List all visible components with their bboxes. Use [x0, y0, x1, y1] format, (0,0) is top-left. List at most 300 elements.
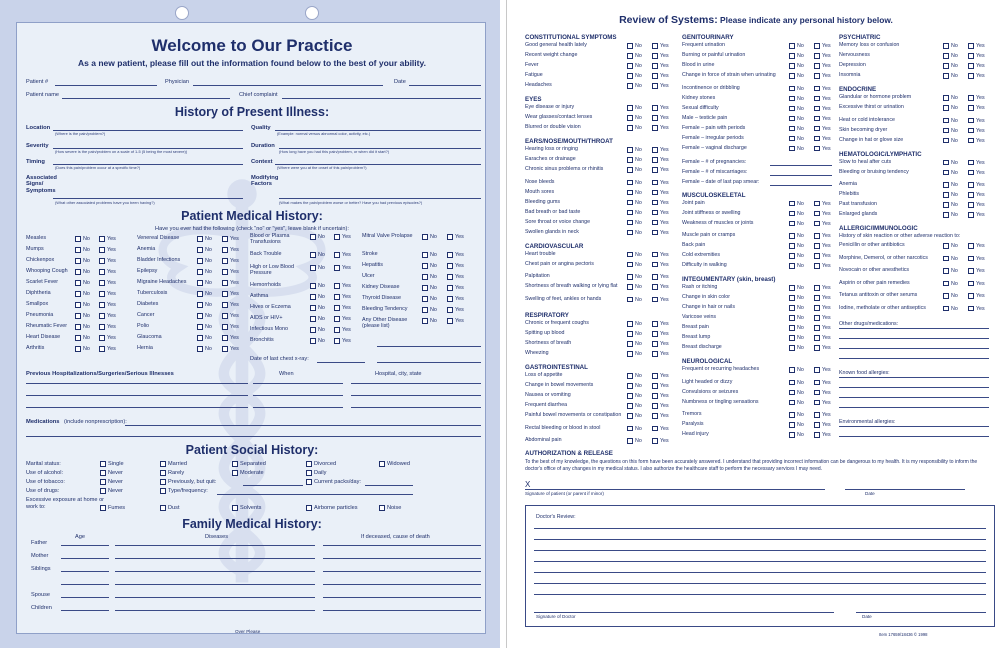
ros-yes-checkbox[interactable]: Yes [652, 83, 669, 89]
pmh-no-checkbox[interactable]: No [75, 236, 90, 243]
ros-no-checkbox[interactable]: No [943, 170, 958, 176]
ros-yes-checkbox[interactable]: Yes [814, 422, 831, 428]
ros-no-checkbox[interactable]: No [627, 413, 642, 419]
allergy-entry-line[interactable] [839, 407, 989, 408]
ros-yes-checkbox[interactable]: Yes [652, 157, 669, 163]
pmh-no-checkbox[interactable]: No [422, 234, 437, 241]
pmh-no-checkbox[interactable]: No [75, 269, 90, 276]
pmh-no-checkbox[interactable]: No [310, 283, 325, 290]
ros-no-checkbox[interactable]: No [943, 182, 958, 188]
allergy-entry-line[interactable] [839, 387, 989, 388]
ros-no-checkbox[interactable]: No [627, 147, 642, 153]
pmh-no-checkbox[interactable]: No [422, 307, 437, 314]
ros-no-checkbox[interactable]: No [789, 73, 804, 79]
pmh-yes-checkbox[interactable]: Yes [222, 236, 239, 243]
ros-yes-checkbox[interactable]: Yes [652, 63, 669, 69]
ros-no-checkbox[interactable]: No [627, 438, 642, 444]
pmh-no-checkbox[interactable]: No [75, 247, 90, 254]
current-packs-option[interactable]: Current packs/day: [306, 479, 361, 485]
ros-no-checkbox[interactable]: No [627, 373, 642, 379]
ros-no-checkbox[interactable]: No [789, 295, 804, 301]
fmh-entry-line[interactable] [115, 584, 315, 585]
ros-no-checkbox[interactable]: No [789, 335, 804, 341]
noise-option[interactable]: Noise [379, 505, 401, 511]
hosp-entry-line[interactable] [351, 407, 481, 408]
fmh-entry-line[interactable] [323, 545, 481, 546]
ros-yes-checkbox[interactable]: Yes [652, 383, 669, 389]
ros-no-checkbox[interactable]: No [943, 306, 958, 312]
ros-no-checkbox[interactable]: No [627, 321, 642, 327]
current-packs-field[interactable] [365, 485, 413, 486]
ros-yes-checkbox[interactable]: Yes [814, 63, 831, 69]
ros-yes-checkbox[interactable]: Yes [968, 73, 985, 79]
fmh-entry-line[interactable] [61, 571, 109, 572]
ros-yes-checkbox[interactable]: Yes [968, 192, 985, 198]
pmh-no-checkbox[interactable]: No [422, 252, 437, 259]
ros-no-checkbox[interactable]: No [789, 243, 804, 249]
chief-complaint-field[interactable] [282, 98, 481, 99]
ros-yes-checkbox[interactable]: Yes [652, 180, 669, 186]
pmh-no-checkbox[interactable]: No [310, 338, 325, 345]
pmh-yes-checkbox[interactable]: Yes [99, 302, 116, 309]
fmh-entry-line[interactable] [115, 558, 315, 559]
doctor-review-line[interactable] [534, 539, 986, 540]
pmh-yes-checkbox[interactable]: Yes [222, 324, 239, 331]
hosp-entry-line[interactable] [253, 383, 343, 384]
ros-no-checkbox[interactable]: No [943, 63, 958, 69]
ros-no-checkbox[interactable]: No [789, 315, 804, 321]
ros-yes-checkbox[interactable]: Yes [968, 212, 985, 218]
pmh-yes-checkbox[interactable]: Yes [99, 269, 116, 276]
ros-no-checkbox[interactable]: No [789, 221, 804, 227]
pmh-yes-checkbox[interactable]: Yes [222, 247, 239, 254]
ros-text-field-line[interactable] [770, 185, 832, 186]
ros-yes-checkbox[interactable]: Yes [814, 136, 831, 142]
ros-yes-checkbox[interactable]: Yes [652, 43, 669, 49]
ros-yes-checkbox[interactable]: Yes [652, 190, 669, 196]
ros-yes-checkbox[interactable]: Yes [814, 96, 831, 102]
ros-no-checkbox[interactable]: No [627, 297, 642, 303]
tobacco-never-option[interactable]: Never [100, 479, 123, 485]
ros-text-field-line[interactable] [770, 165, 832, 166]
ros-no-checkbox[interactable]: No [627, 83, 642, 89]
ros-yes-checkbox[interactable]: Yes [968, 293, 985, 299]
ros-yes-checkbox[interactable]: Yes [968, 268, 985, 274]
ros-no-checkbox[interactable]: No [943, 73, 958, 79]
allergy-entry-line[interactable] [839, 436, 989, 437]
ros-no-checkbox[interactable]: No [627, 63, 642, 69]
allergy-entry-line[interactable] [839, 338, 989, 339]
ros-no-checkbox[interactable]: No [943, 128, 958, 134]
ros-yes-checkbox[interactable]: Yes [968, 43, 985, 49]
rarely-option[interactable]: Rarely [160, 470, 184, 476]
ros-yes-checkbox[interactable]: Yes [652, 262, 669, 268]
doctor-review-line[interactable] [534, 528, 986, 529]
ros-no-checkbox[interactable]: No [943, 243, 958, 249]
pmh-no-checkbox[interactable]: No [75, 302, 90, 309]
ros-yes-checkbox[interactable]: Yes [968, 243, 985, 249]
ros-yes-checkbox[interactable]: Yes [652, 200, 669, 206]
pmh-yes-checkbox[interactable]: Yes [99, 280, 116, 287]
ros-no-checkbox[interactable]: No [627, 53, 642, 59]
hosp-entry-line[interactable] [351, 395, 481, 396]
ros-yes-checkbox[interactable]: Yes [814, 243, 831, 249]
pmh-yes-checkbox[interactable]: Yes [334, 338, 351, 345]
ros-yes-checkbox[interactable]: Yes [968, 138, 985, 144]
ros-no-checkbox[interactable]: No [789, 400, 804, 406]
ros-yes-checkbox[interactable]: Yes [652, 210, 669, 216]
patient-signature-field[interactable] [525, 489, 825, 490]
ros-yes-checkbox[interactable]: Yes [652, 284, 669, 290]
fmh-entry-line[interactable] [323, 597, 481, 598]
ros-yes-checkbox[interactable]: Yes [652, 167, 669, 173]
ros-no-checkbox[interactable]: No [789, 263, 804, 269]
ros-no-checkbox[interactable]: No [943, 118, 958, 124]
pmh-yes-checkbox[interactable]: Yes [222, 346, 239, 353]
pmh-yes-checkbox[interactable]: Yes [334, 327, 351, 334]
ros-no-checkbox[interactable]: No [789, 305, 804, 311]
doctor-review-line[interactable] [534, 594, 986, 595]
pmh-yes-checkbox[interactable]: Yes [447, 307, 464, 314]
ros-no-checkbox[interactable]: No [789, 412, 804, 418]
ros-no-checkbox[interactable]: No [789, 136, 804, 142]
fmh-entry-line[interactable] [323, 584, 481, 585]
pmh-yes-checkbox[interactable]: Yes [222, 335, 239, 342]
ros-yes-checkbox[interactable]: Yes [814, 233, 831, 239]
married-option[interactable]: Married [160, 461, 187, 467]
ros-no-checkbox[interactable]: No [627, 284, 642, 290]
pmh-no-checkbox[interactable]: No [197, 324, 212, 331]
ros-no-checkbox[interactable]: No [789, 285, 804, 291]
ros-yes-checkbox[interactable]: Yes [814, 335, 831, 341]
ros-yes-checkbox[interactable]: Yes [814, 325, 831, 331]
pmh-yes-checkbox[interactable]: Yes [99, 247, 116, 254]
ros-yes-checkbox[interactable]: Yes [652, 331, 669, 337]
fmh-entry-line[interactable] [61, 558, 109, 559]
ros-yes-checkbox[interactable]: Yes [814, 305, 831, 311]
type-freq-option[interactable]: Type/frequency: [160, 488, 208, 494]
pmh-no-checkbox[interactable]: No [75, 346, 90, 353]
ros-yes-checkbox[interactable]: Yes [814, 263, 831, 269]
pmh-no-checkbox[interactable]: No [197, 258, 212, 265]
pmh-no-checkbox[interactable]: No [422, 285, 437, 292]
pmh-yes-checkbox[interactable]: Yes [447, 285, 464, 292]
fmh-entry-line[interactable] [61, 610, 109, 611]
pmh-no-checkbox[interactable]: No [310, 316, 325, 323]
fmh-entry-line[interactable] [115, 545, 315, 546]
ros-no-checkbox[interactable]: No [789, 380, 804, 386]
allergy-entry-line[interactable] [839, 377, 989, 378]
fmh-entry-line[interactable] [323, 571, 481, 572]
fmh-entry-line[interactable] [323, 610, 481, 611]
hosp-entry-line[interactable] [26, 407, 248, 408]
ros-no-checkbox[interactable]: No [789, 116, 804, 122]
ros-yes-checkbox[interactable]: Yes [814, 86, 831, 92]
ros-no-checkbox[interactable]: No [627, 383, 642, 389]
ros-no-checkbox[interactable]: No [627, 274, 642, 280]
airborne-option[interactable]: Airborne particles [306, 505, 358, 511]
other-disease-line[interactable] [377, 346, 481, 347]
ros-yes-checkbox[interactable]: Yes [652, 115, 669, 121]
pmh-no-checkbox[interactable]: No [310, 234, 325, 241]
last-xray-field[interactable] [317, 362, 365, 363]
ros-yes-checkbox[interactable]: Yes [652, 321, 669, 327]
ros-no-checkbox[interactable]: No [943, 293, 958, 299]
pmh-yes-checkbox[interactable]: Yes [447, 252, 464, 259]
pmh-no-checkbox[interactable]: No [310, 305, 325, 312]
ros-yes-checkbox[interactable]: Yes [814, 126, 831, 132]
ros-yes-checkbox[interactable]: Yes [814, 285, 831, 291]
pmh-no-checkbox[interactable]: No [422, 274, 437, 281]
ros-yes-checkbox[interactable]: Yes [652, 341, 669, 347]
pmh-yes-checkbox[interactable]: Yes [222, 269, 239, 276]
patient-date-field[interactable] [845, 489, 965, 490]
ros-no-checkbox[interactable]: No [627, 220, 642, 226]
pmh-no-checkbox[interactable]: No [310, 294, 325, 301]
date-field[interactable] [409, 85, 481, 86]
ros-yes-checkbox[interactable]: Yes [652, 73, 669, 79]
ros-yes-checkbox[interactable]: Yes [652, 220, 669, 226]
ros-yes-checkbox[interactable]: Yes [814, 106, 831, 112]
ros-no-checkbox[interactable]: No [789, 432, 804, 438]
ros-no-checkbox[interactable]: No [627, 157, 642, 163]
pmh-no-checkbox[interactable]: No [422, 318, 437, 325]
pmh-no-checkbox[interactable]: No [197, 335, 212, 342]
pmh-no-checkbox[interactable]: No [310, 252, 325, 259]
ros-yes-checkbox[interactable]: Yes [968, 118, 985, 124]
ros-yes-checkbox[interactable]: Yes [652, 413, 669, 419]
pmh-yes-checkbox[interactable]: Yes [99, 258, 116, 265]
ros-yes-checkbox[interactable]: Yes [814, 295, 831, 301]
pmh-yes-checkbox[interactable]: Yes [334, 234, 351, 241]
doctor-review-line[interactable] [534, 583, 986, 584]
patient-name-field[interactable] [62, 98, 230, 99]
ros-yes-checkbox[interactable]: Yes [968, 105, 985, 111]
ros-yes-checkbox[interactable]: Yes [968, 202, 985, 208]
doctor-review-line[interactable] [534, 572, 986, 573]
pmh-yes-checkbox[interactable]: Yes [222, 258, 239, 265]
hosp-entry-line[interactable] [253, 407, 343, 408]
ros-yes-checkbox[interactable]: Yes [652, 230, 669, 236]
ros-yes-checkbox[interactable]: Yes [968, 170, 985, 176]
fmh-entry-line[interactable] [61, 584, 109, 585]
doctor-date-field[interactable] [856, 612, 986, 613]
pmh-no-checkbox[interactable]: No [422, 263, 437, 270]
pmh-yes-checkbox[interactable]: Yes [99, 291, 116, 298]
fmh-entry-line[interactable] [115, 571, 315, 572]
pmh-no-checkbox[interactable]: No [75, 258, 90, 265]
ros-no-checkbox[interactable]: No [789, 390, 804, 396]
ros-no-checkbox[interactable]: No [943, 95, 958, 101]
pmh-yes-checkbox[interactable]: Yes [447, 318, 464, 325]
pmh-yes-checkbox[interactable]: Yes [447, 274, 464, 281]
pmh-yes-checkbox[interactable]: Yes [447, 263, 464, 270]
pmh-yes-checkbox[interactable]: Yes [334, 316, 351, 323]
ros-no-checkbox[interactable]: No [789, 106, 804, 112]
ros-yes-checkbox[interactable]: Yes [814, 432, 831, 438]
ros-no-checkbox[interactable]: No [627, 105, 642, 111]
ros-yes-checkbox[interactable]: Yes [814, 412, 831, 418]
ros-yes-checkbox[interactable]: Yes [814, 315, 831, 321]
pmh-no-checkbox[interactable]: No [197, 280, 212, 287]
ros-yes-checkbox[interactable]: Yes [814, 43, 831, 49]
alcohol-never-option[interactable]: Never [100, 470, 123, 476]
fmh-entry-line[interactable] [323, 558, 481, 559]
fumes-option[interactable]: Fumes [100, 505, 125, 511]
type-freq-field[interactable] [217, 494, 413, 495]
ros-no-checkbox[interactable]: No [789, 201, 804, 207]
pmh-yes-checkbox[interactable]: Yes [222, 291, 239, 298]
allergy-entry-line[interactable] [839, 328, 989, 329]
ros-no-checkbox[interactable]: No [789, 96, 804, 102]
ros-no-checkbox[interactable]: No [789, 422, 804, 428]
prev-quit-option[interactable]: Previously, but quit: [160, 479, 216, 485]
pmh-yes-checkbox[interactable]: Yes [99, 335, 116, 342]
ros-no-checkbox[interactable]: No [789, 233, 804, 239]
pmh-yes-checkbox[interactable]: Yes [334, 283, 351, 290]
fmh-entry-line[interactable] [115, 610, 315, 611]
ros-no-checkbox[interactable]: No [627, 262, 642, 268]
ros-no-checkbox[interactable]: No [789, 345, 804, 351]
ros-no-checkbox[interactable]: No [627, 393, 642, 399]
pmh-no-checkbox[interactable]: No [75, 324, 90, 331]
solvents-option[interactable]: Solvents [232, 505, 261, 511]
ros-no-checkbox[interactable]: No [943, 281, 958, 287]
ros-yes-checkbox[interactable]: Yes [814, 146, 831, 152]
ros-no-checkbox[interactable]: No [789, 253, 804, 259]
ros-no-checkbox[interactable]: No [627, 230, 642, 236]
ros-no-checkbox[interactable]: No [943, 256, 958, 262]
ros-yes-checkbox[interactable]: Yes [968, 53, 985, 59]
ros-no-checkbox[interactable]: No [943, 43, 958, 49]
assoc-field[interactable] [53, 198, 243, 199]
ros-yes-checkbox[interactable]: Yes [968, 128, 985, 134]
ros-yes-checkbox[interactable]: Yes [814, 201, 831, 207]
ros-yes-checkbox[interactable]: Yes [968, 182, 985, 188]
hosp-entry-line[interactable] [253, 395, 343, 396]
ros-yes-checkbox[interactable]: Yes [652, 105, 669, 111]
ros-yes-checkbox[interactable]: Yes [652, 125, 669, 131]
modifying-field[interactable] [279, 198, 481, 199]
ros-yes-checkbox[interactable]: Yes [652, 53, 669, 59]
allergy-entry-line[interactable] [839, 358, 989, 359]
ros-no-checkbox[interactable]: No [627, 200, 642, 206]
physician-field[interactable] [193, 85, 383, 86]
pmh-yes-checkbox[interactable]: Yes [99, 346, 116, 353]
ros-yes-checkbox[interactable]: Yes [968, 63, 985, 69]
ros-no-checkbox[interactable]: No [789, 86, 804, 92]
pmh-no-checkbox[interactable]: No [75, 280, 90, 287]
pmh-yes-checkbox[interactable]: Yes [99, 324, 116, 331]
other-disease-line[interactable] [377, 362, 481, 363]
ros-yes-checkbox[interactable]: Yes [652, 147, 669, 153]
doctor-review-line[interactable] [534, 550, 986, 551]
hosp-entry-line[interactable] [26, 395, 248, 396]
ros-no-checkbox[interactable]: No [627, 167, 642, 173]
ros-no-checkbox[interactable]: No [627, 341, 642, 347]
ros-yes-checkbox[interactable]: Yes [652, 438, 669, 444]
ros-yes-checkbox[interactable]: Yes [814, 367, 831, 373]
ros-no-checkbox[interactable]: No [943, 105, 958, 111]
ros-no-checkbox[interactable]: No [943, 160, 958, 166]
ros-no-checkbox[interactable]: No [627, 190, 642, 196]
ros-no-checkbox[interactable]: No [789, 63, 804, 69]
ros-no-checkbox[interactable]: No [789, 43, 804, 49]
ros-yes-checkbox[interactable]: Yes [652, 393, 669, 399]
pmh-no-checkbox[interactable]: No [75, 313, 90, 320]
ros-yes-checkbox[interactable]: Yes [814, 221, 831, 227]
ros-no-checkbox[interactable]: No [943, 202, 958, 208]
ros-no-checkbox[interactable]: No [789, 325, 804, 331]
medications-field[interactable] [125, 425, 481, 426]
pmh-no-checkbox[interactable]: No [310, 265, 325, 272]
ros-yes-checkbox[interactable]: Yes [814, 380, 831, 386]
pmh-no-checkbox[interactable]: No [197, 313, 212, 320]
ros-yes-checkbox[interactable]: Yes [652, 426, 669, 432]
pmh-no-checkbox[interactable]: No [197, 346, 212, 353]
pmh-no-checkbox[interactable]: No [75, 335, 90, 342]
ros-no-checkbox[interactable]: No [943, 138, 958, 144]
pmh-no-checkbox[interactable]: No [197, 236, 212, 243]
ros-yes-checkbox[interactable]: Yes [652, 373, 669, 379]
fmh-entry-line[interactable] [61, 545, 109, 546]
ros-yes-checkbox[interactable]: Yes [968, 95, 985, 101]
ros-yes-checkbox[interactable]: Yes [814, 400, 831, 406]
ros-yes-checkbox[interactable]: Yes [968, 160, 985, 166]
widowed-option[interactable]: Widowed [379, 461, 410, 467]
ros-no-checkbox[interactable]: No [789, 126, 804, 132]
allergy-entry-line[interactable] [839, 397, 989, 398]
ros-no-checkbox[interactable]: No [627, 426, 642, 432]
pmh-no-checkbox[interactable]: No [422, 296, 437, 303]
ros-yes-checkbox[interactable]: Yes [652, 403, 669, 409]
hosp-entry-line[interactable] [351, 383, 481, 384]
ros-no-checkbox[interactable]: No [627, 43, 642, 49]
ros-yes-checkbox[interactable]: Yes [814, 211, 831, 217]
pmh-yes-checkbox[interactable]: Yes [334, 252, 351, 259]
pmh-no-checkbox[interactable]: No [197, 247, 212, 254]
moderate-option[interactable]: Moderate [232, 470, 264, 476]
pmh-yes-checkbox[interactable]: Yes [447, 296, 464, 303]
divorced-option[interactable]: Divorced [306, 461, 336, 467]
pmh-yes-checkbox[interactable]: Yes [334, 265, 351, 272]
doctor-signature-field[interactable] [534, 612, 834, 613]
ros-yes-checkbox[interactable]: Yes [968, 281, 985, 287]
ros-no-checkbox[interactable]: No [627, 115, 642, 121]
ros-no-checkbox[interactable]: No [627, 125, 642, 131]
ros-no-checkbox[interactable]: No [789, 53, 804, 59]
pmh-no-checkbox[interactable]: No [197, 269, 212, 276]
ros-no-checkbox[interactable]: No [627, 403, 642, 409]
pmh-yes-checkbox[interactable]: Yes [447, 234, 464, 241]
ros-yes-checkbox[interactable]: Yes [814, 73, 831, 79]
ros-no-checkbox[interactable]: No [627, 351, 642, 357]
ros-yes-checkbox[interactable]: Yes [814, 345, 831, 351]
patient-no-field[interactable] [55, 85, 157, 86]
pmh-yes-checkbox[interactable]: Yes [99, 236, 116, 243]
fmh-entry-line[interactable] [61, 597, 109, 598]
ros-yes-checkbox[interactable]: Yes [652, 297, 669, 303]
pmh-yes-checkbox[interactable]: Yes [334, 294, 351, 301]
allergy-entry-line[interactable] [839, 426, 989, 427]
allergy-entry-line[interactable] [839, 348, 989, 349]
pmh-yes-checkbox[interactable]: Yes [222, 313, 239, 320]
ros-no-checkbox[interactable]: No [789, 211, 804, 217]
daily-option[interactable]: Daily [306, 470, 326, 476]
pmh-yes-checkbox[interactable]: Yes [334, 305, 351, 312]
ros-no-checkbox[interactable]: No [943, 53, 958, 59]
ros-no-checkbox[interactable]: No [789, 146, 804, 152]
